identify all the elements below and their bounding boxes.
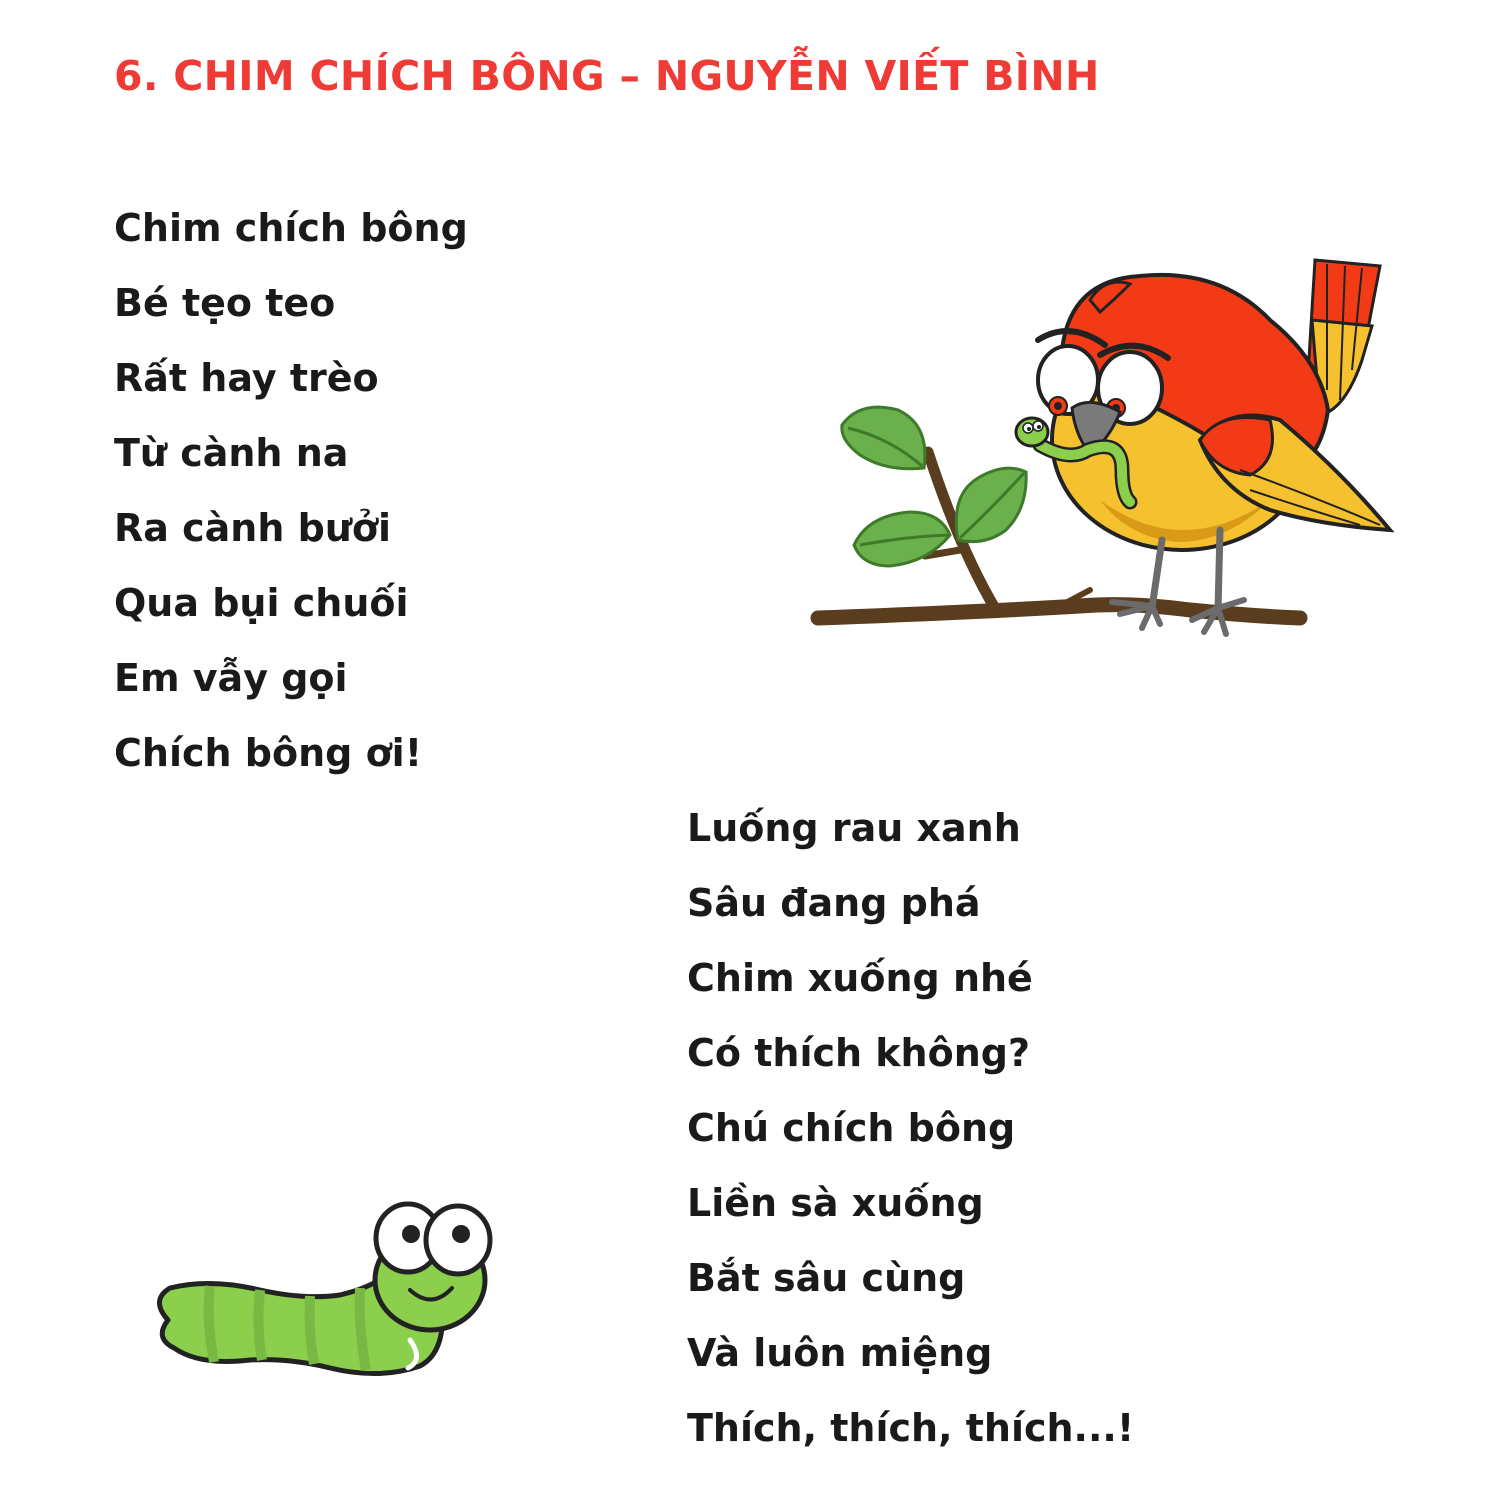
- poem-title: 6. CHIM CHÍCH BÔNG – NGUYỄN VIẾT BÌNH: [114, 52, 1100, 100]
- leaf-icon: [842, 407, 925, 469]
- poem-line: Và luôn miệng: [687, 1331, 993, 1375]
- poem-line: Ra cành bưởi: [114, 506, 392, 550]
- poem-line: Thích, thích, thích...!: [687, 1406, 1135, 1450]
- poem-line: Chích bông ơi!: [114, 731, 423, 775]
- stanza-2: [687, 802, 1134, 1477]
- poem-line: Luống rau xanh: [687, 806, 1021, 850]
- poem-line: Bé tẹo teo: [114, 281, 336, 325]
- leaf-icon: [956, 468, 1026, 541]
- poem-line: Từ cành na: [114, 431, 349, 475]
- poem-line: Bắt sâu cùng: [687, 1256, 966, 1300]
- poem-line: Có thích không?: [687, 1031, 1031, 1075]
- stanza-1: [114, 202, 468, 802]
- poem-line: Chim xuống nhé: [687, 956, 1033, 1000]
- poem-line: Liền sà xuống: [687, 1181, 984, 1225]
- poem-line: Sâu đang phá: [687, 881, 981, 925]
- poem-line: Chú chích bông: [687, 1106, 1016, 1150]
- leaf-icon: [854, 512, 950, 566]
- worm-icon: [159, 1204, 490, 1374]
- bird-illustration: [800, 240, 1400, 660]
- worm-illustration: [140, 1190, 510, 1390]
- poem-line: Em vẫy gọi: [114, 656, 348, 700]
- poem-line: Chim chích bông: [114, 206, 468, 250]
- poem-line: Qua bụi chuối: [114, 581, 409, 625]
- poem-line: Rất hay trèo: [114, 356, 379, 400]
